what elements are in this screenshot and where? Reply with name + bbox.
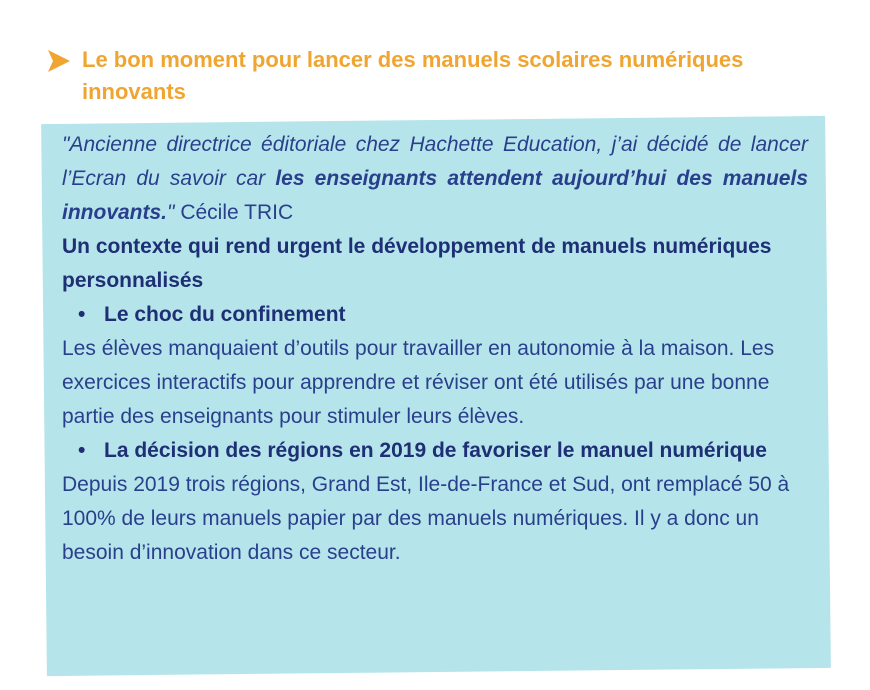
section-heading	[44, 44, 824, 108]
quote-text-start: "Ancienne directrice éditoriale chez Hachette Education, j’ai décidé de lancer l’Ecran du savoir car	[62, 133, 808, 190]
heading-title: Le bon moment pour lancer des manuels scolaires numériques innovants	[82, 47, 744, 104]
quote-author: Cécile TRIC	[180, 201, 294, 224]
bullet-item-confinement	[62, 298, 808, 332]
card-content	[62, 128, 808, 570]
bullet-title: La décision des régions en 2019 de favoriser le manuel numérique	[104, 439, 767, 462]
section-title: Un contexte qui rend urgent le développement de manuels numériques personnalisés	[62, 235, 772, 292]
quote-text-end: "	[167, 201, 181, 224]
arrow-right-icon	[44, 44, 74, 78]
bullet-paragraph: Les élèves manquaient d’outils pour travailler en autonomie à la maison. Les exercices interactifs pour apprendre et réviser ont été utilisés par une bonne partie des enseignants pour stimuler leurs élèves.	[62, 337, 775, 428]
bullet-dot: •	[78, 303, 86, 326]
quote-text-bold: les enseignants attendent aujourd’hui des manuels innovants.	[62, 167, 808, 224]
bullet-item-regions	[62, 434, 808, 468]
quote	[62, 128, 808, 230]
bullet-dot: •	[78, 439, 86, 462]
bullet-title: Le choc du confinement	[104, 303, 346, 326]
bullet-paragraph: Depuis 2019 trois régions, Grand Est, Ile-de-France et Sud, ont remplacé 50 à 100% de leurs manuels papier par des manuels numériques. Il y a donc un besoin d’innovation dans ce secteur.	[62, 473, 790, 564]
